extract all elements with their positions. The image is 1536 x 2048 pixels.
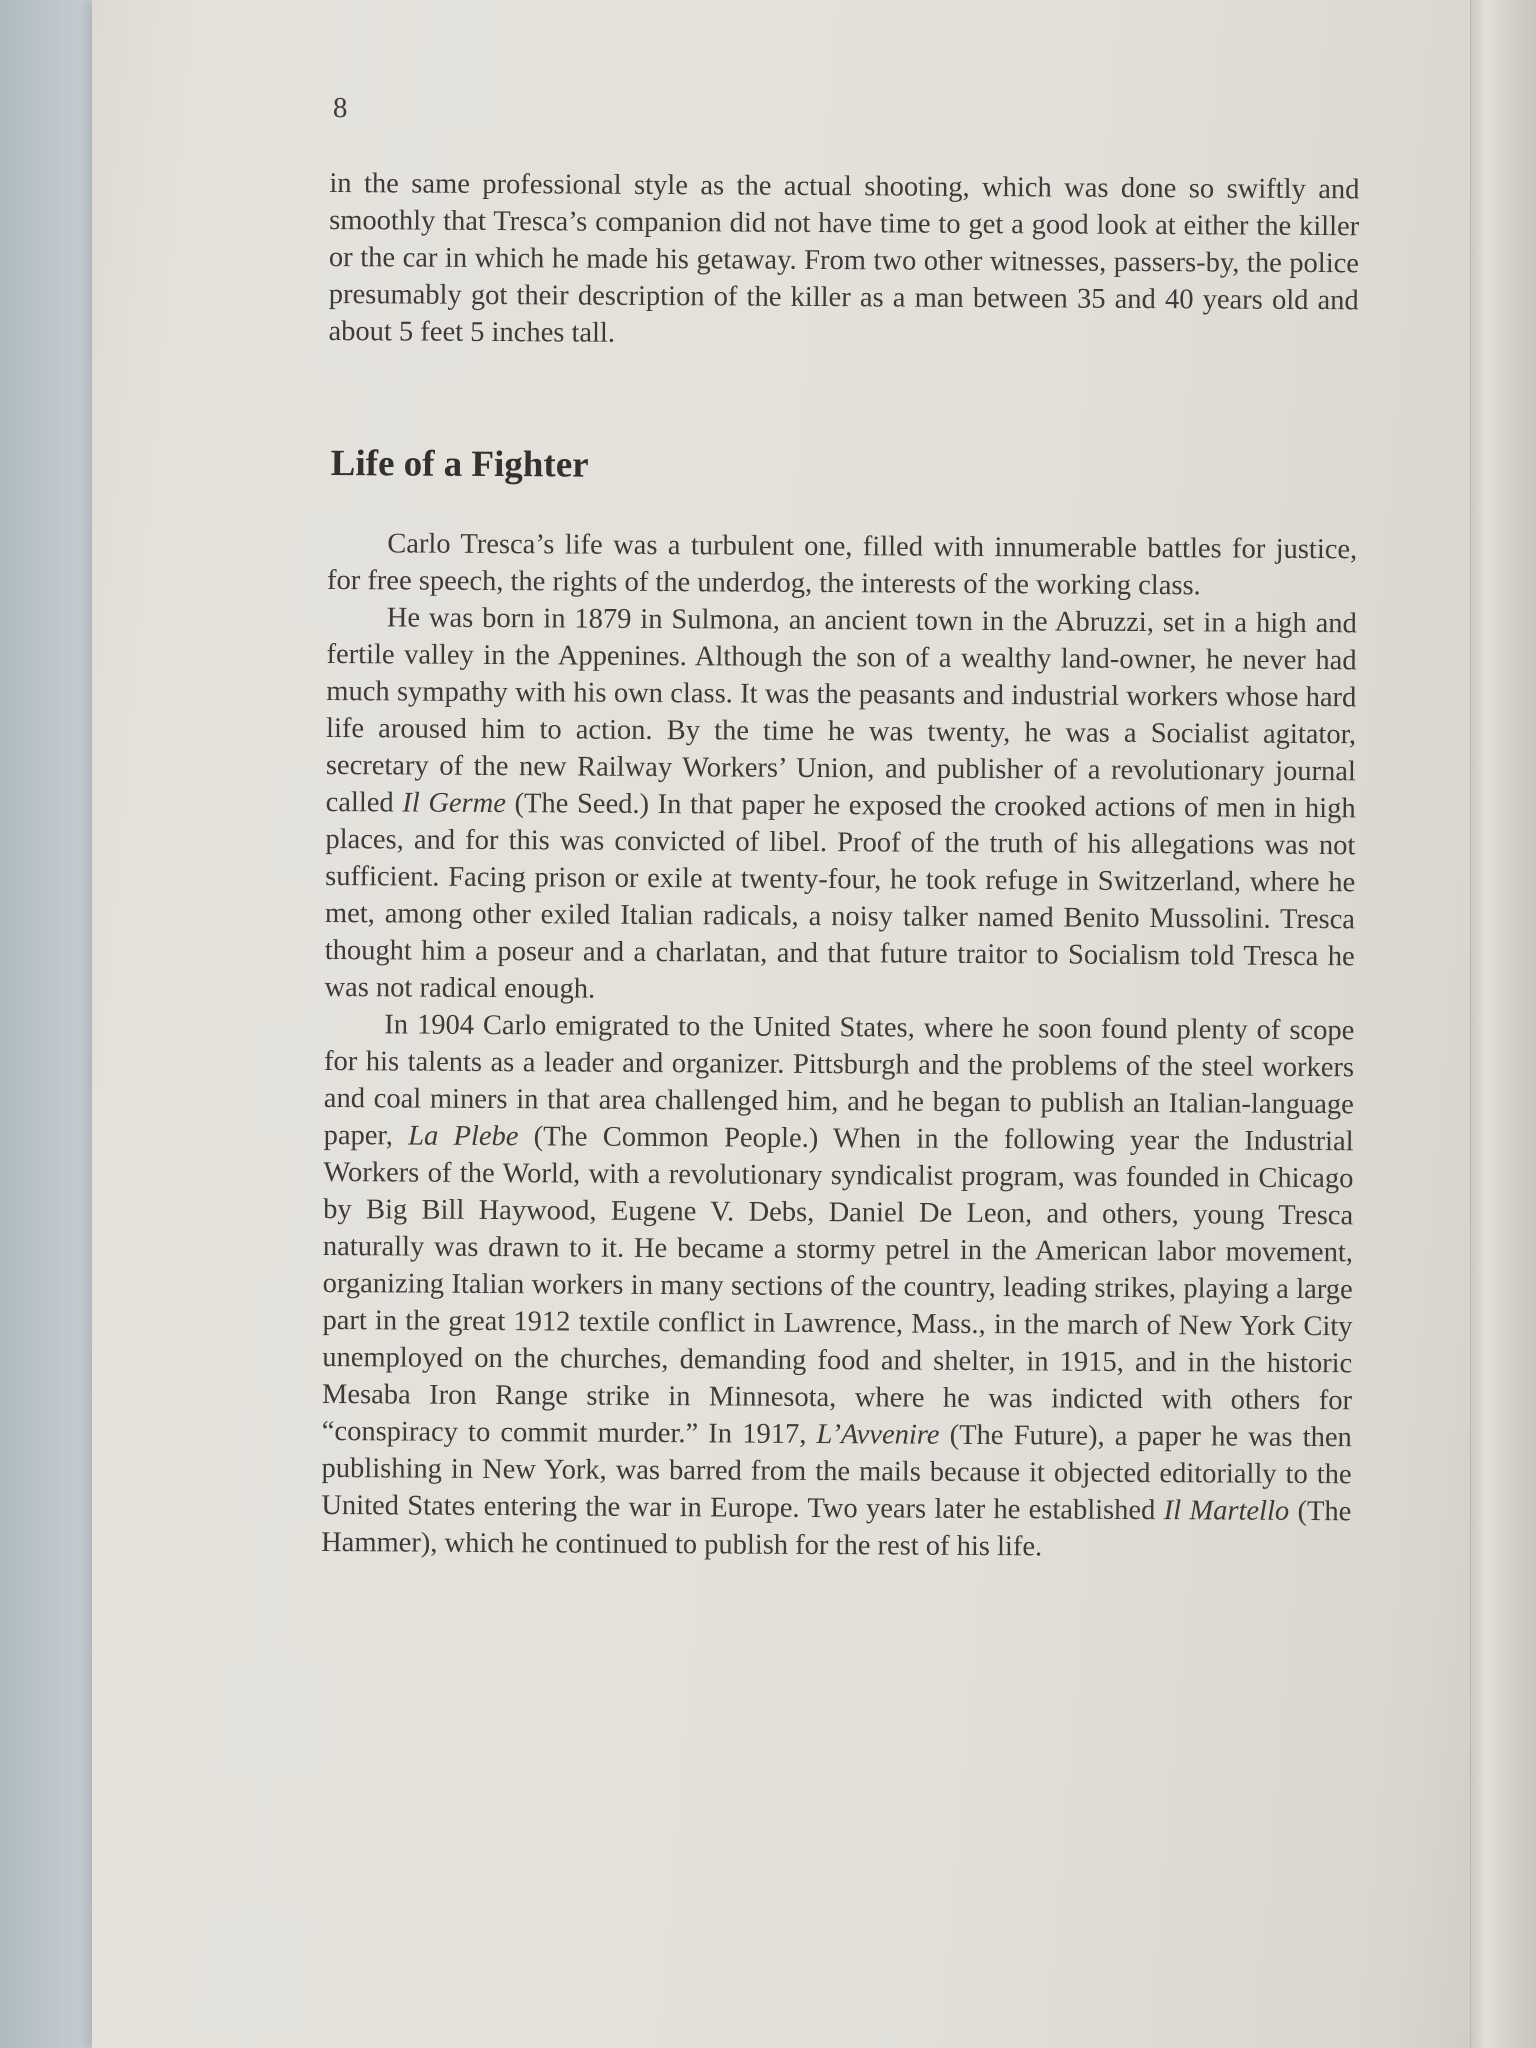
page-content	[321, 92, 1360, 1567]
paragraph-2-text-a: He was born in 1879 in Sulmona, an ancient town in the Abruzzi, set in a high and fertile valley in the Appenines. Although the son of a wealthy land-owner, he never had much sympathy with his own class. It was the peasants and industrial workers whose hard life aroused him to action. By the time he was twenty, he was a Socialist agitator, secretary of the new Railway Workers’ Union, and publisher of a revolutionary journal called	[325, 602, 1357, 819]
underlying-page-edge	[1506, 0, 1536, 2048]
paragraph-3	[321, 1006, 1354, 1567]
paragraph-3-text-a: In 1904 Carlo emigrated to the United States, where he soon found plenty of scope for his talents as a leader and organizer. Pittsburgh and the problems of the steel workers and coal miners in that area challenged him, and he began to publish an Italian-language paper,	[323, 1009, 1355, 1152]
paragraph-2-italic-title: Il Germe	[402, 787, 507, 820]
page-fold-edge	[1470, 0, 1507, 2048]
paragraph-3-text-b: (The Common People.) When in the following year the Industrial Workers of the World, with a revolutionary syndicalist program, was founded in Chicago by Big Bill Haywood, Eugene V. Debs, Daniel De Leon, and others, young Tresca naturally was drawn to it. He became a stormy petrel in the American labor movement, organizing Italian workers in many sections of the country, leading strikes, playing a large part in the great 1912 textile conflict in Lawrence, Mass., in the march of New York City unemployed on the churches, demanding food and shelter, in 1915, and in the historic Mesaba Iron Range strike in Minnesota, where he was indicted with others for “conspiracy to commit murder.” In 1917,	[321, 1121, 1354, 1450]
page-number: 8	[332, 92, 348, 125]
paragraph-2-text-b: (The Seed.) In that paper he exposed the crooked actions of men in high places, and for this was convicted of libel. Proof of the truth of his allegations was not sufficient. Facing prison or exile at twenty-four, he took refuge in Switzerland, where he met, among other exiled Italian radicals, a noisy talker named Benito Mussolini. Tresca thought him a poseur and a charlatan, and that future traitor to Socialism told Tresca he was not radical enough.	[324, 788, 1356, 1005]
paragraph-3-italic-title-2: L’Avvenire	[816, 1418, 940, 1451]
intro-paragraph: in the same professional style as the actual shooting, which was done so swiftly and smoothly that Tresca’s companion did not have time to get a good look at either the killer or the car in which he made his getaway. From two other witnesses, passers-by, the police presumably got their description of the killer as a man between 35 and 40 years old and about 5 feet 5 inches tall.	[328, 167, 1360, 349]
section-heading: Life of a Fighter	[330, 443, 589, 486]
paragraph-3-italic-title-1: La Plebe	[408, 1120, 519, 1153]
paragraph-3-text-c: (The Future), a paper he was then publishing in New York, was barred from the mails because it objected editorially to the United States entering the war in Europe. Two years later he established	[321, 1419, 1352, 1527]
paragraph-3-text-d: (The Hammer), which he continued to publish for the rest of his life.	[321, 1495, 1352, 1563]
paragraph-2	[324, 599, 1356, 1012]
paragraph-1: Carlo Tresca’s life was a turbulent one, filled with innumerable battles for justice, for free speech, the rights of the underdog, the interests of the working class.	[326, 528, 1358, 602]
paragraph-3-italic-title-3: Il Martello	[1163, 1495, 1290, 1527]
